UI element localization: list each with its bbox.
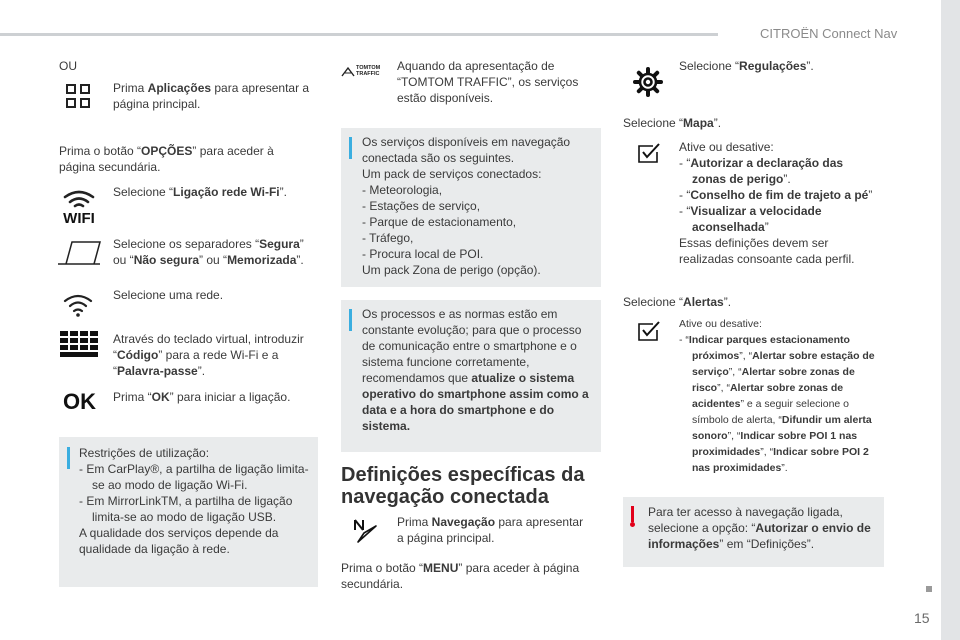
apps-instruction: Prima Aplicações para apresentar a página principal.: [113, 81, 310, 111]
page-marker: [926, 586, 932, 592]
ok-icon: [63, 388, 99, 412]
svg-text:WIFI: WIFI: [63, 210, 95, 225]
warning-bar: [631, 506, 634, 522]
toggle-options: Ative ou desative: - “Autorizar a declaração das zonas de perigo”. - “Conselho de fim de trajeto a pé” - “Visualizar a velocidade aconselhada” Essas definições devem ser realizadas consoante cada perfil.: [679, 140, 873, 266]
tabs-instruction: Selecione os separadores “Segura” ou “Não segura” ou “Memorizada”.: [113, 237, 304, 267]
keyboard-icon: [60, 331, 98, 357]
restrictions-text: Restrições de utilização: - Em CarPlay®, a partilha de ligação limita-se ao modo de ligação Wi-Fi. - Em MirrorLinkTM, a partilha de ligação limita-se ao modo de ligação USB. A qualidade dos serviços depende da qualidade da ligação à rede.: [79, 446, 309, 556]
wifi-network-icon: [62, 292, 94, 318]
checkbox-icon: [637, 142, 661, 164]
options-instruction: Prima o botão “OPÇÕES” para aceder à página secundária.: [59, 144, 274, 174]
checkbox-icon: [637, 320, 661, 342]
select-network-text: Selecione uma rede.: [113, 288, 224, 302]
header-rule: [0, 33, 718, 36]
alerts-instruction: Selecione “Alertas”.: [623, 295, 732, 309]
warning-text: Para ter acesso à navegação ligada, selecione a opção: “Autorizar o envio de informações” em “Definições”.: [648, 505, 871, 551]
section-heading: Definições específicas da navegação conectada: [341, 464, 585, 508]
wifi-select-instruction: Selecione “Ligação rede Wi-Fi”.: [113, 185, 287, 199]
tabs-separator-icon: [56, 240, 102, 266]
settings-gear-icon: [633, 67, 663, 97]
info-bar: [349, 137, 352, 159]
processes-text: Os processos e as normas estão em constante evolução; para que o processo de comunicação entre o smartphone e o sistema funcione corretamente, recomendamos que atualize o sistema operativo do smartphone assim como a data e a hora do smartphone e do sistema.: [362, 307, 589, 433]
info-bar: [67, 447, 70, 469]
alerts-options: Ative ou desative: - “Indicar parques estacionamento próximos”, “Alertar sobre estação de serviço”, “Alertar sobre zonas de risco”, “Alertar sobre zonas de acidentes” e a seguir selecione o símbolo de alerta, “Difundir um alerta sonoro”, “Indicar sobre POI 1 nas proximidades”, “Indicar sobre POI 2 nas proximidades”.: [679, 318, 875, 474]
navigation-instruction: Prima Navegação para apresentar a página principal.: [397, 515, 584, 545]
apps-grid-icon: [66, 84, 90, 108]
warning-dot: [630, 522, 635, 527]
page-header-title: CITROËN Connect Nav: [760, 26, 898, 41]
tomtom-text: Aquando da apresentação de “TOMTOM TRAFFIC”, os serviços estão disponíveis.: [397, 59, 579, 105]
page-number: 15: [914, 610, 930, 626]
menu-instruction: Prima o botão “MENU” para aceder à página secundária.: [341, 561, 580, 591]
info-bar: [349, 309, 352, 331]
svg-text:OK: OK: [63, 389, 96, 412]
settings-instruction: Selecione “Regulações”.: [679, 59, 814, 73]
ok-instruction: Prima “OK” para iniciar a ligação.: [113, 390, 291, 404]
services-text: Os serviços disponíveis em navegação conectada são os seguintes. Um pack de serviços conectados: - Meteorologia, - Estações de serviço, - Parque de estacionamento, - Tráfego, - Procura local de POI. Um pack Zona de perigo (opção).: [362, 135, 571, 277]
tomtom-traffic-label: TOMTOM TRAFFIC: [356, 65, 381, 77]
navigation-icon: [352, 518, 378, 544]
keyboard-instruction: Através do teclado virtual, introduzir “Código” para a rede Wi-Fi e a “Palavra-passe”.: [113, 332, 304, 378]
map-instruction: Selecione “Mapa”.: [623, 116, 722, 130]
wifi-icon: [59, 185, 99, 225]
side-margin-bar: [941, 0, 960, 640]
or-text: OU: [59, 59, 77, 73]
